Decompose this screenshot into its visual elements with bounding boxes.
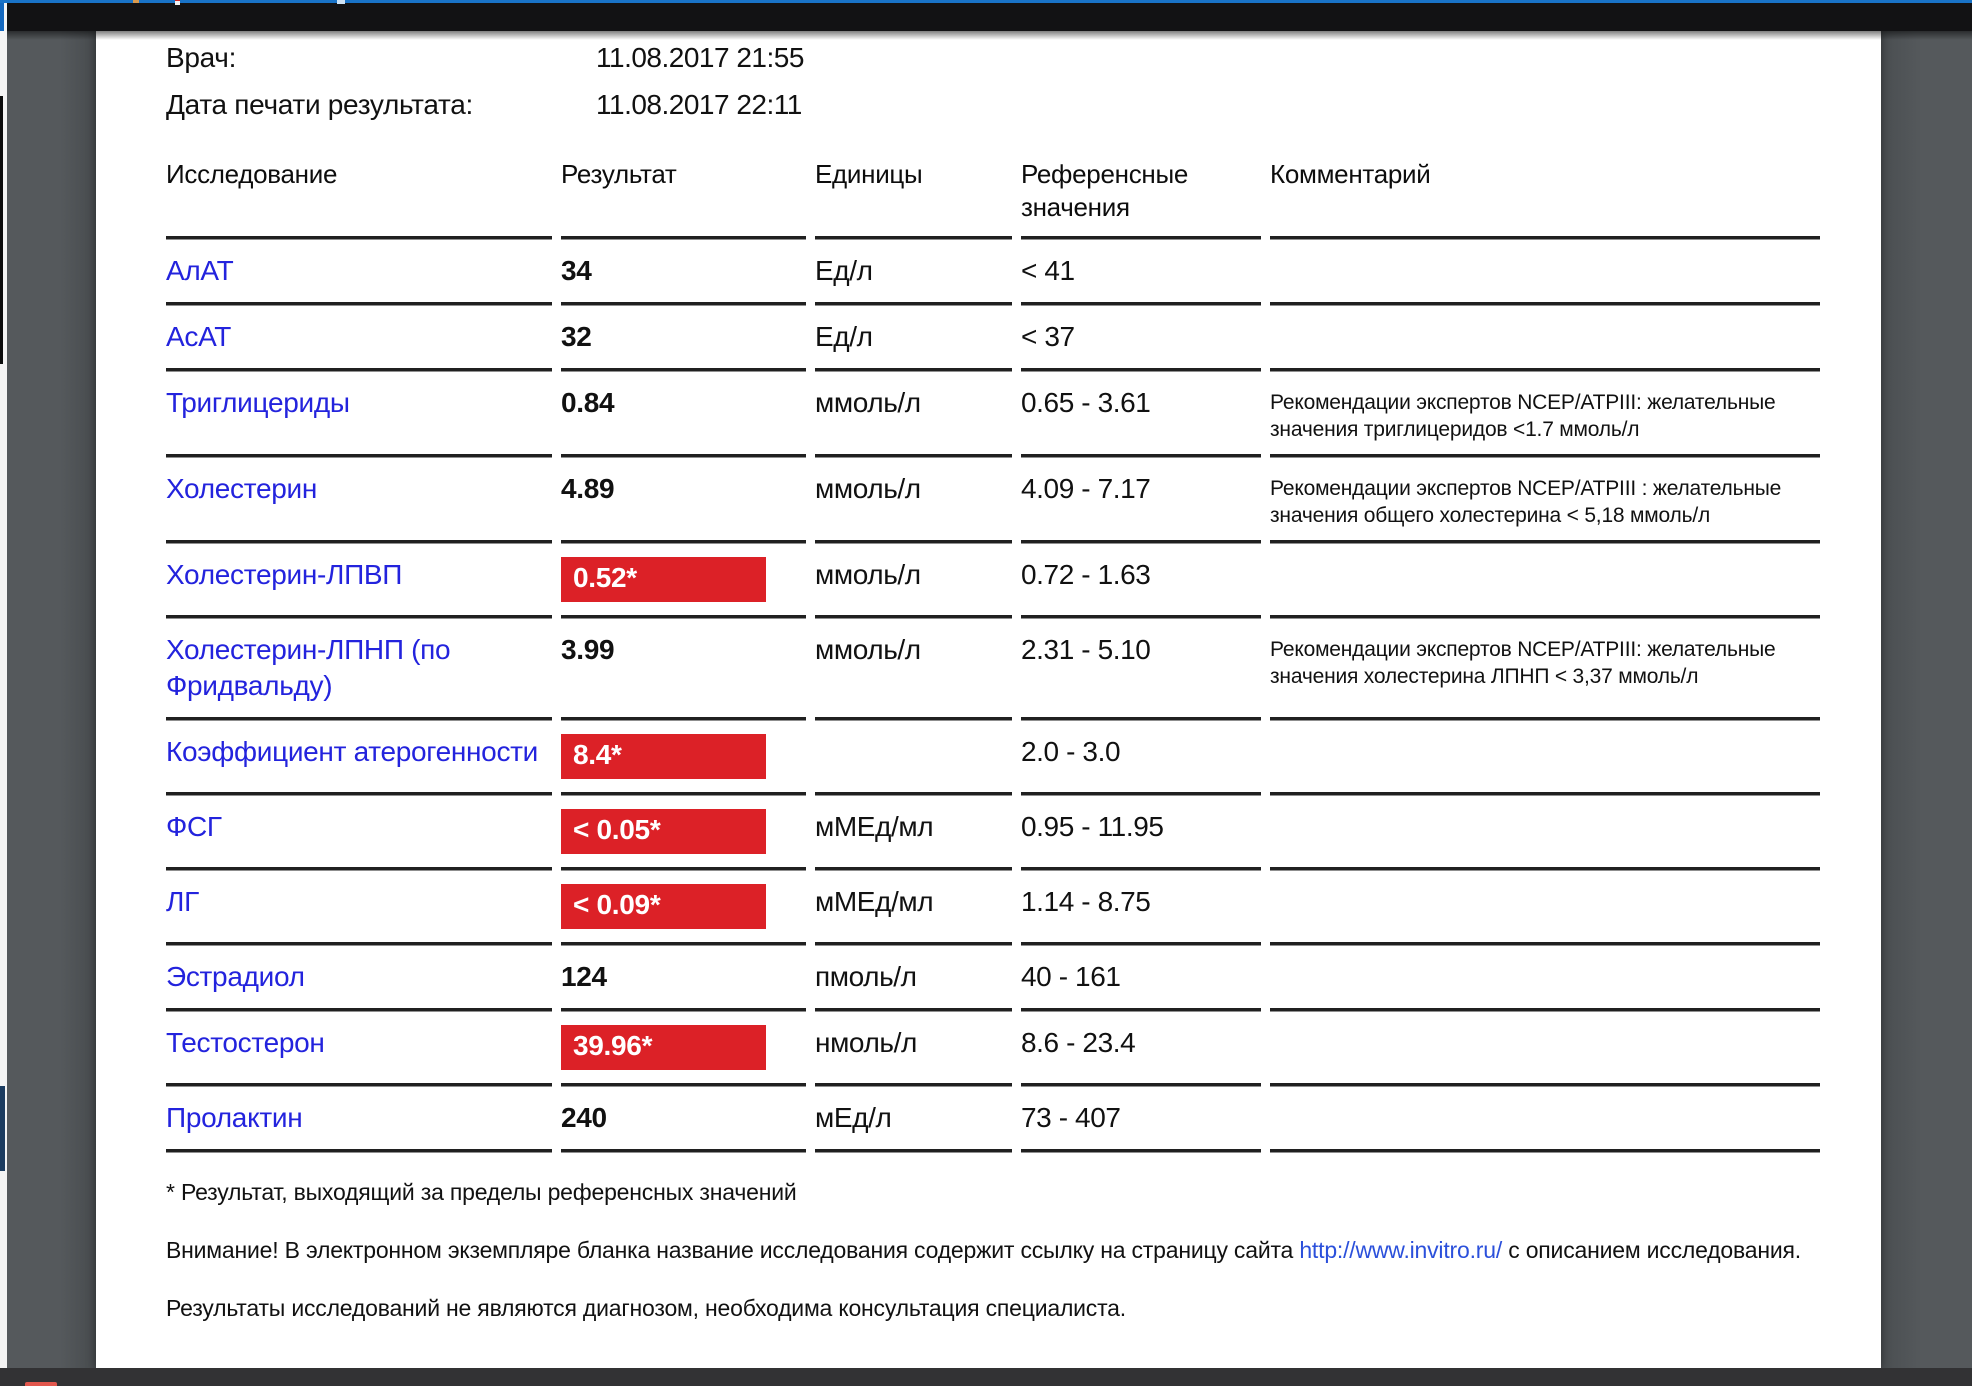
- test-comment: Рекомендации экспертов NCEP/ATPIII: желательные значения триглицеридов <1.7 ммоль/л: [1270, 372, 1820, 458]
- test-reference-range: 40 - 161: [1021, 946, 1261, 1012]
- test-comment: [1270, 946, 1820, 1012]
- test-comment: [1270, 1012, 1820, 1087]
- test-comment: Рекомендации экспертов NCEP/ATPIII : желательные значения общего холестерина < 5,18 ммоль/л: [1270, 458, 1820, 544]
- test-reference-range: 2.0 - 3.0: [1021, 721, 1261, 796]
- canvas-left-margin: [7, 31, 96, 1368]
- tab-favicon-fragment-icon: [175, 0, 180, 5]
- viewer-canvas: [7, 31, 1972, 1368]
- test-name-link[interactable]: Холестерин-ЛПНП (по Фридвальду): [166, 619, 552, 721]
- tab-favicon-fragment-icon: [337, 0, 345, 4]
- test-units: ммоль/л: [815, 544, 1012, 619]
- abnormal-result-badge: < 0.09*: [561, 884, 766, 929]
- meta-value-print-date: 11.08.2017 22:11: [596, 89, 802, 120]
- abnormal-result-badge: 39.96*: [561, 1025, 766, 1070]
- test-units: ммоль/л: [815, 619, 1012, 721]
- test-units: мМЕд/мл: [815, 871, 1012, 946]
- test-result: 3.99: [561, 619, 806, 721]
- abnormal-result-footnote: * Результат, выходящий за пределы референсных значений: [166, 1179, 797, 1205]
- taskbar-app-fragment-icon[interactable]: [25, 1382, 57, 1386]
- test-units: мМЕд/мл: [815, 796, 1012, 871]
- background-window-border: [0, 1086, 5, 1171]
- notice-text-after: с описанием исследования.: [1502, 1237, 1801, 1263]
- test-reference-range: 0.95 - 11.95: [1021, 796, 1261, 871]
- test-reference-range: < 41: [1021, 240, 1261, 306]
- meta-label-doctor: Врач:: [166, 42, 237, 73]
- window-top-accent-line: [0, 0, 1972, 3]
- test-units: [815, 721, 1012, 796]
- test-reference-range: 8.6 - 23.4: [1021, 1012, 1261, 1087]
- column-header-reference: Референсные значения: [1021, 158, 1261, 240]
- test-comment: Рекомендации экспертов NCEP/ATPIII: желательные значения холестерина ЛПНП < 3,37 ммоль/л: [1270, 619, 1820, 721]
- test-name-link[interactable]: Холестерин-ЛПВП: [166, 544, 552, 619]
- test-units: мЕд/л: [815, 1087, 1012, 1153]
- test-result: 34: [561, 240, 806, 306]
- abnormal-result-badge: 8.4*: [561, 734, 766, 779]
- test-comment: [1270, 240, 1820, 306]
- test-result: 240: [561, 1087, 806, 1153]
- test-reference-range: 1.14 - 8.75: [1021, 871, 1261, 946]
- attention-notice: [166, 1228, 1820, 1273]
- taskbar: [0, 1368, 1972, 1386]
- results-table: [166, 158, 1820, 1153]
- results-disclaimer: Результаты исследований не являются диагнозом, необходима консультация специалиста.: [166, 1295, 1126, 1321]
- test-comment: [1270, 871, 1820, 946]
- report-meta: [166, 41, 1820, 122]
- test-units: пмоль/л: [815, 946, 1012, 1012]
- test-name-link[interactable]: Коэффициент атерогенности: [166, 721, 552, 796]
- notice-text-before: Внимание! В электронном экземпляре бланка название исследования содержит ссылку на страницу сайта: [166, 1237, 1300, 1263]
- test-units: ммоль/л: [815, 372, 1012, 458]
- test-reference-range: 0.65 - 3.61: [1021, 372, 1261, 458]
- test-comment: [1270, 544, 1820, 619]
- abnormal-result-badge: 0.52*: [561, 557, 766, 602]
- test-name-link[interactable]: АсАТ: [166, 306, 552, 372]
- abnormal-result-badge: < 0.05*: [561, 809, 766, 854]
- test-name-link[interactable]: Холестерин: [166, 458, 552, 544]
- test-name-link[interactable]: АлАТ: [166, 240, 552, 306]
- meta-value-doctor-date: 11.08.2017 21:55: [596, 42, 804, 73]
- toolbar-shadow: [7, 31, 1972, 40]
- meta-label-print-date: Дата печати результата:: [166, 89, 473, 120]
- invitro-link[interactable]: http://www.invitro.ru/: [1299, 1237, 1503, 1263]
- background-window-accent: [0, 0, 4, 31]
- test-reference-range: 2.31 - 5.10: [1021, 619, 1261, 721]
- test-units: Ед/л: [815, 306, 1012, 372]
- test-result: 0.84: [561, 372, 806, 458]
- background-window-border: [0, 96, 3, 364]
- tab-favicon-fragment-icon: [133, 0, 139, 3]
- test-units: ммоль/л: [815, 458, 1012, 544]
- viewer-toolbar: [7, 3, 1972, 31]
- test-name-link[interactable]: ФСГ: [166, 796, 552, 871]
- test-name-link[interactable]: Эстрадиол: [166, 946, 552, 1012]
- background-window-edge: [0, 3, 7, 1368]
- test-reference-range: 0.72 - 1.63: [1021, 544, 1261, 619]
- column-header-comment: Комментарий: [1270, 158, 1820, 240]
- test-reference-range: 73 - 407: [1021, 1087, 1261, 1153]
- test-name-link[interactable]: ЛГ: [166, 871, 552, 946]
- test-name-link[interactable]: Тестостерон: [166, 1012, 552, 1087]
- column-header-test: Исследование: [166, 158, 552, 240]
- test-units: Ед/л: [815, 240, 1012, 306]
- test-name-link[interactable]: Триглицериды: [166, 372, 552, 458]
- test-reference-range: 4.09 - 7.17: [1021, 458, 1261, 544]
- test-result: 4.89: [561, 458, 806, 544]
- test-reference-range: < 37: [1021, 306, 1261, 372]
- test-comment: [1270, 721, 1820, 796]
- test-comment: [1270, 306, 1820, 372]
- test-name-link[interactable]: Пролактин: [166, 1087, 552, 1153]
- test-comment: [1270, 796, 1820, 871]
- test-comment: [1270, 1087, 1820, 1153]
- test-units: нмоль/л: [815, 1012, 1012, 1087]
- column-header-units: Единицы: [815, 158, 1012, 240]
- lab-report-page: [96, 31, 1881, 1368]
- canvas-right-margin: [1881, 31, 1972, 1368]
- test-result: 32: [561, 306, 806, 372]
- column-header-result: Результат: [561, 158, 806, 240]
- test-result: 124: [561, 946, 806, 1012]
